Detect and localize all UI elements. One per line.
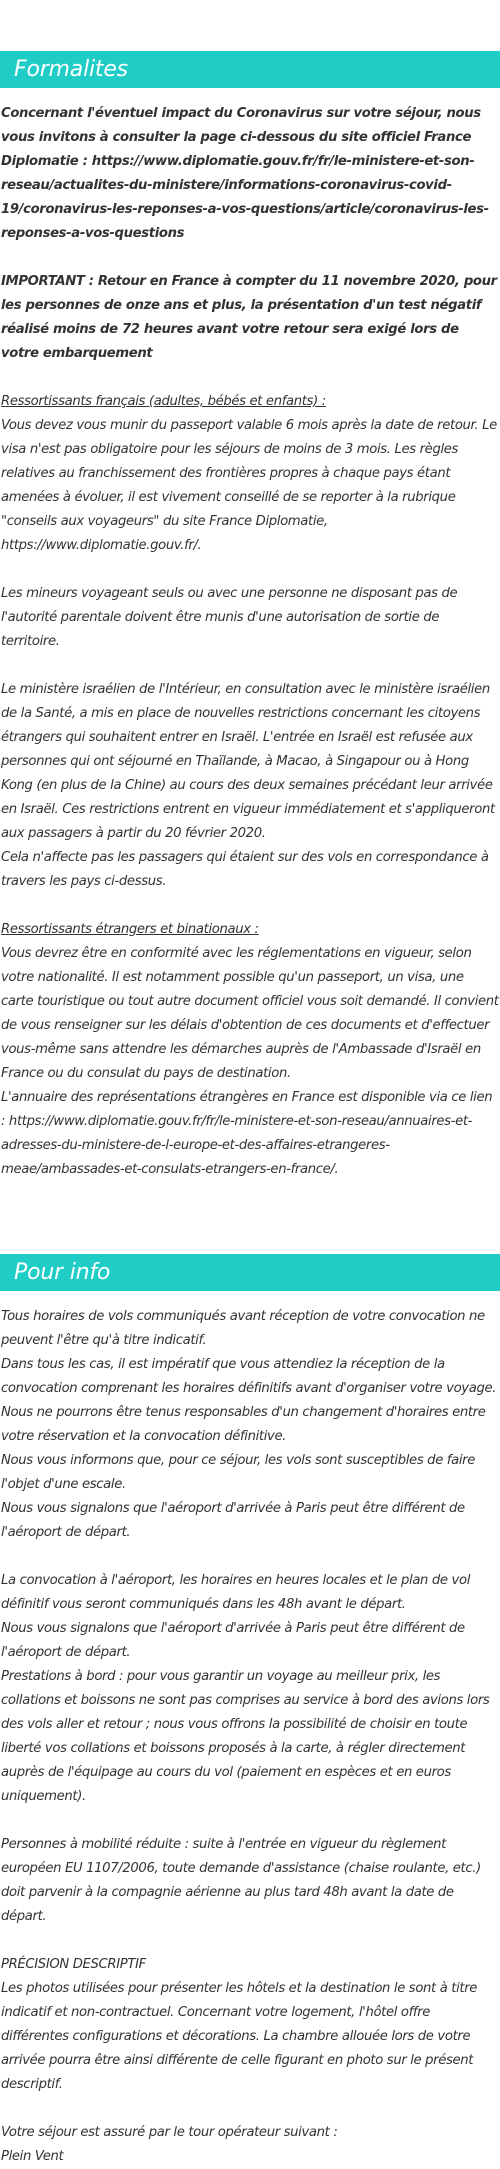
pour-info-section — [0, 1291, 500, 2169]
israel-restrictions-note: Cela n'affecte pas les passagers qui étaient sur des vols en correspondance à travers les pays ci-dessus. — [1, 850, 489, 889]
info-line: Dans tous les cas, il est impératif que vous attendiez la réception de la convocation comprenant les horaires définitifs avant d'organiser votre voyage. — [1, 1357, 497, 1396]
reduced-mobility-text: Personnes à mobilité réduite : suite à l'entrée en vigueur du règlement européen EU 1107/2006, toute demande d'assistance (chaise roulante, etc.) doit parvenir à la compagnie aérienne au plus tard 48h avant la date de départ. — [1, 1837, 481, 1924]
info-line: Nous vous signalons que l'aéroport d'arrivée à Paris peut être différent de l'aéroport de départ. — [1, 1501, 465, 1540]
info-line: Nous vous signalons que l'aéroport d'arrivée à Paris peut être différent de l'aéroport de départ. — [1, 1621, 465, 1660]
tour-operator-label: Votre séjour est assuré par le tour opérateur suivant : — [1, 2125, 338, 2140]
formalites-section — [0, 88, 500, 1182]
precision-text: Les photos utilisées pour présenter les hôtels et la destination le sont à titre indicatif et non-contractuel. Concernant votre logement, l'hôtel offre différentes configurations et décorations. La chambre allouée lors de votre arrivée pourra être ainsi différente de celle figurant en photo sur le présent descriptif. — [1, 1981, 478, 2092]
coronavirus-intro: Concernant l'éventuel impact du Coronavirus sur votre séjour, nous vous invitons à consulter la page ci-dessous du site officiel France Diplomatie : https://www.diplomatie.gouv.fr/fr/le-ministere-et-son-reseau/actualites-du-ministere/informations-coronavirus-covid-19/coronavirus-les-reponses-a-vos-questions/article/coronavirus-les-reponses-a-vos-questions — [1, 106, 489, 241]
minors-text: Les mineurs voyageant seuls ou avec une personne ne disposant pas de l'autorité parentale doivent être munis d'une autorisation de sortie de territoire. — [1, 586, 458, 649]
french-nationals-text: Vous devez vous munir du passeport valable 6 mois après la date de retour. Le visa n'est pas obligatoire pour les séjours de moins de 3 mois. Les règles relatives au franchissement des frontières propres à chaque pays étant amenées à évoluer, il est vivement conseillé de se reporter à la rubrique "conseils aux voyageurs" du site France Diplomatie, https://www.diplomatie.gouv.fr/. — [1, 418, 497, 553]
info-line: Nous ne pourrons être tenus responsables d'un changement d'horaires entre votre réservation et la convocation définitive. — [1, 1405, 486, 1444]
info-line: Nous vous informons que, pour ce séjour, les vols sont susceptibles de faire l'objet d'une escale. — [1, 1453, 475, 1492]
foreign-nationals-text: Vous devrez être en conformité avec les réglementations en vigueur, selon votre nationalité. Il est notamment possible qu'un passeport, un visa, une carte touristique ou tout autre document officiel vous soit demandé. Il convient de vous renseigner sur les délais d'obtention de ces documents et d'effectuer vous-même sans attendre les démarches auprès de l'Ambassade d'Israël en France ou du consulat du pays de destination. — [1, 946, 499, 1081]
tour-operator-name: Plein Vent — [1, 2149, 64, 2164]
info-line: Tous horaires de vols communiqués avant réception de votre convocation ne peuvent l'être qu'à titre indicatif. — [1, 1309, 485, 1348]
formalites-banner: Formalites — [0, 51, 500, 88]
info-line: La convocation à l'aéroport, les horaires en heures locales et le plan de vol définitif vous seront communiqués dans les 48h avant le départ. — [1, 1573, 471, 1612]
pour-info-banner: Pour info — [0, 1254, 500, 1291]
israel-restrictions-text: Le ministère israélien de l'Intérieur, en consultation avec le ministère israélien de la Santé, a mis en place de nouvelles restrictions concernant les citoyens étrangers qui souhaitent entrer en Israël. L'entrée en Israël est refusée aux personnes qui ont séjourné en Thaïlande, à Macao, à Singapour ou à Hong Kong (en plus de la Chine) au cours des deux semaines précédant leur arrivée en Israël. Ces restrictions entrent en vigueur immédiatement et s'appliqueront aux passagers à partir du 20 février 2020. — [1, 682, 495, 841]
french-nationals-heading: Ressortissants français (adultes, bébés et enfants) : — [1, 394, 326, 409]
foreign-nationals-heading: Ressortissants étrangers et binationaux : — [1, 922, 259, 937]
precision-heading: PRÉCISION DESCRIPTIF — [1, 1957, 146, 1972]
important-notice: IMPORTANT : Retour en France à compter du 11 novembre 2020, pour les personnes de onze ans et plus, la présentation d'un test négatif réalisé moins de 72 heures avant votre retour sera exigé lors de votre embarquement — [1, 274, 497, 361]
info-line: Prestations à bord : pour vous garantir un voyage au meilleur prix, les collations et boissons ne sont pas comprises au service à bord des avions lors des vols aller et retour ; nous vous offrons la possibilité de choisir en toute liberté vos collations et boissons proposés à la carte, à régler directement auprès de l'équipage au cours du vol (paiement en espèces et en euros uniquement). — [1, 1669, 490, 1804]
embassy-directory-link-text: L'annuaire des représentations étrangères en France est disponible via ce lien : https://www.diplomatie.gouv.fr/fr/le-ministere-et-son-reseau/annuaires-et-adresses-du-ministere-de-l-europe-et-des-affaires-etrangeres-meae/ambassades-et-consulats-etrangers-en-france/. — [1, 1090, 493, 1177]
